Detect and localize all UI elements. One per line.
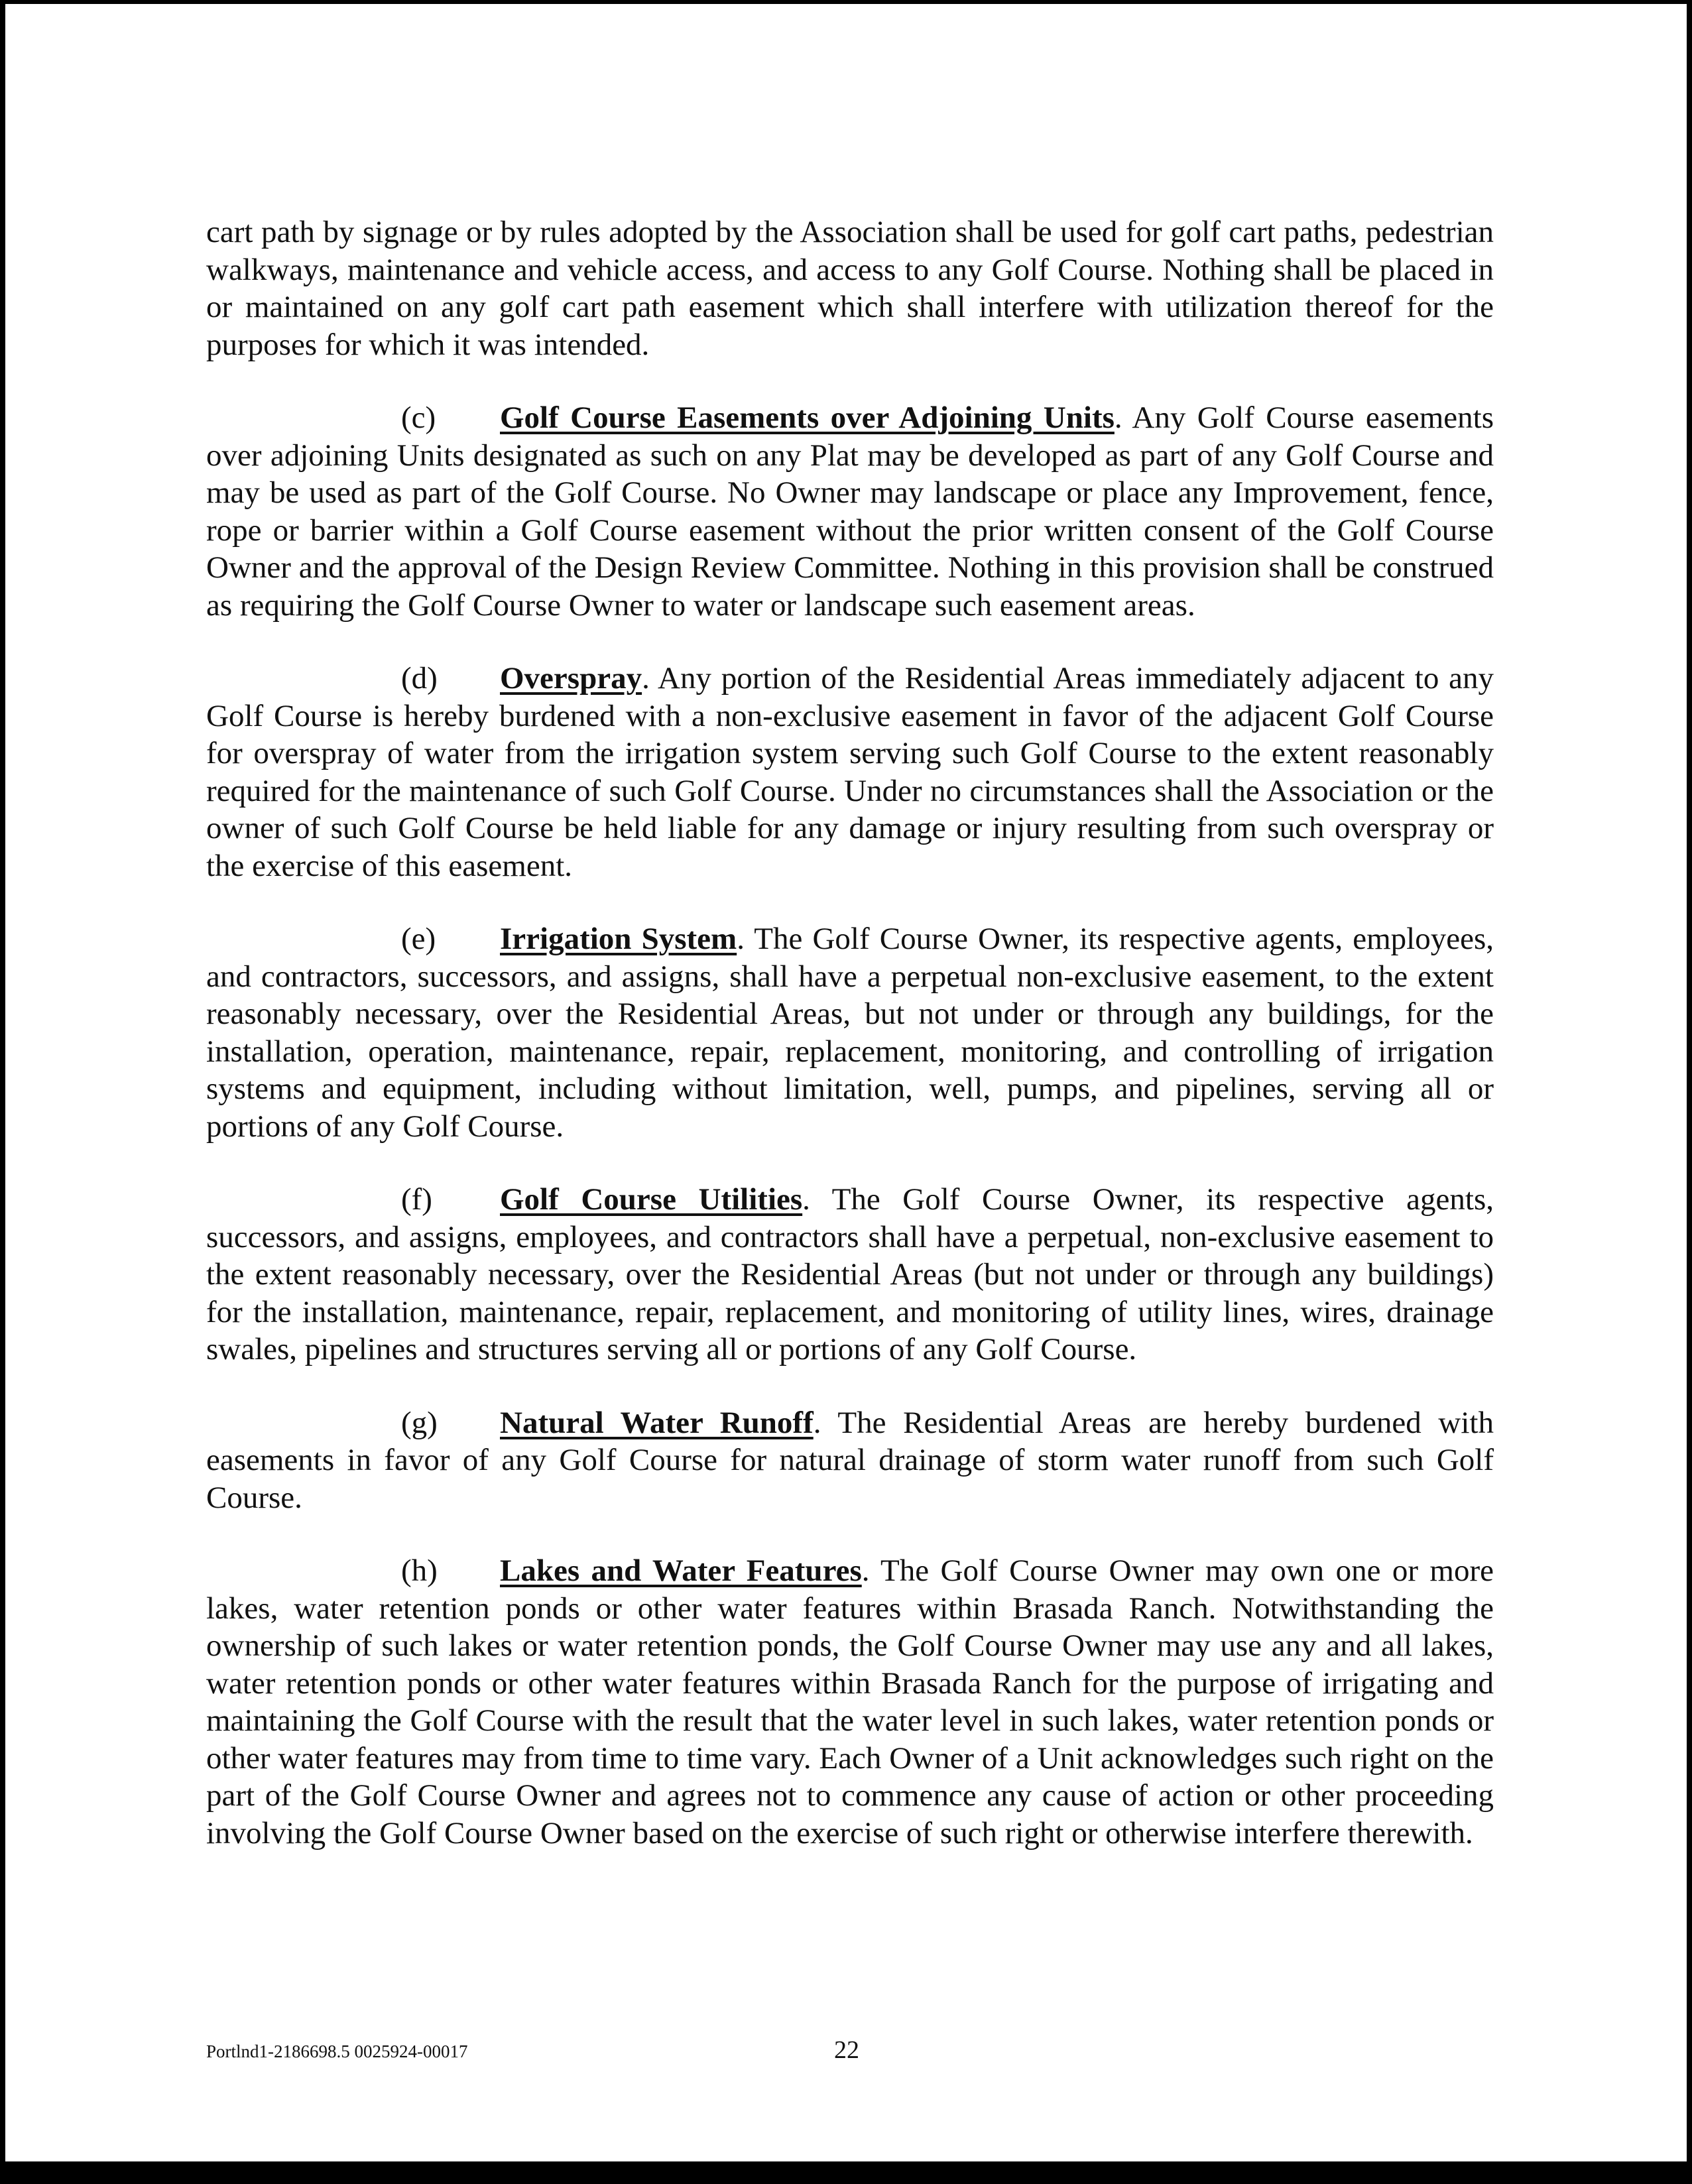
section-heading: Golf Course Easements over Adjoining Units xyxy=(500,400,1115,435)
section-text: . The Golf Course Owner, its respective agents, successors, and assigns, employees, and contractors shall have a perpetual, non-exclusive easement to the extent reasonably necessary, over the Residential Areas (but not under or through any buildings) for the installation, maintenance, repair, replacement, and monitoring of utility lines, wires, drainage swales, pipelines and structures serving all or portions of any Golf Course. xyxy=(206,1182,1494,1366)
section-h-lakes-and-water-features xyxy=(206,1552,1494,1852)
section-text: . The Golf Course Owner, its respective agents, employees, and contractors, successors, and assigns, shall have a perpetual non-exclusive easement, to the extent reasonably necessary, over the Residential Areas, but not under or through any buildings, for the installation, operation, maintenance, repair, replacement, monitoring, and controlling of irrigation systems and equipment, including without limitation, well, pumps, and pipelines, serving all or portions of any Golf Course. xyxy=(206,922,1494,1144)
section-f-golf-course-utilities xyxy=(206,1181,1494,1368)
section-heading: Lakes and Water Features xyxy=(500,1553,862,1588)
page-body xyxy=(206,213,1494,1888)
section-heading: Golf Course Utilities xyxy=(500,1182,803,1217)
section-text: . Any portion of the Residential Areas immediately adjacent to any Golf Course is hereby burdened with a non-exclusive easement in favor of the adjacent Golf Course for overspray of water from the irrigation system serving such Golf Course to the extent reasonably required for the maintenance of such Golf Course. Under no circumstances shall the Association or the owner of such Golf Course be held liable for any damage or injury resulting from such overspray or the exercise of this easement. xyxy=(206,661,1494,883)
section-heading: Natural Water Runoff xyxy=(500,1405,814,1440)
section-heading: Irrigation System xyxy=(500,922,737,956)
section-text: . Any Golf Course easements over adjoining Units designated as such on any Plat may be developed as part of any Golf Course and may be used as part of the Golf Course. No Owner may landscape or place any Improvement, fence, rope or barrier within a Golf Course easement without the prior written consent of the Golf Course Owner and the approval of the Design Review Committee. Nothing in this provision shall be construed as requiring the Golf Course Owner to water or landscape such easement areas. xyxy=(206,400,1494,623)
section-text: . The Golf Course Owner may own one or more lakes, water retention ponds or other water features within Brasada Ranch. Notwithstanding the ownership of such lakes or water retention ponds, the Golf Course Owner may use any and all lakes, water retention ponds or other water features within Brasada Ranch for the purpose of irrigating and maintaining the Golf Course with the result that the water level in such lakes, water retention ponds or other water features may from time to time vary. Each Owner of a Unit acknowledges such right on the part of the Golf Course Owner and agrees not to commence any cause of action or other proceeding involving the Golf Course Owner based on the exercise of such right or otherwise interfere therewith. xyxy=(206,1553,1494,1850)
section-enum: (g) xyxy=(401,1405,438,1440)
section-text: . The Residential Areas are hereby burdened with easements in favor of any Golf Course for natural drainage of storm water runoff from such Golf Course. xyxy=(206,1405,1494,1515)
section-enum: (d) xyxy=(401,661,438,696)
section-c-golf-course-easements xyxy=(206,399,1494,624)
page-number: 22 xyxy=(834,2036,859,2064)
section-heading: Overspray xyxy=(500,661,642,696)
paragraph-text: cart path by signage or by rules adopted by the Association shall be used for golf cart paths, pedestrian walkways, maintenance and vehicle access, and access to any Golf Course. Nothing shall be placed in or maintained on any golf cart path easement which shall interfere with utilization thereof for the purposes for which it was intended. xyxy=(206,215,1494,362)
section-enum: (e) xyxy=(401,922,436,956)
paragraph-continuation xyxy=(206,213,1494,363)
section-e-irrigation-system xyxy=(206,920,1494,1145)
section-enum: (c) xyxy=(401,400,436,435)
footer-document-id: Portlnd1-2186698.5 0025924-00017 xyxy=(206,2041,468,2061)
section-enum: (f) xyxy=(401,1182,432,1217)
section-d-overspray xyxy=(206,660,1494,884)
section-g-natural-water-runoff xyxy=(206,1404,1494,1517)
section-enum: (h) xyxy=(401,1553,438,1588)
